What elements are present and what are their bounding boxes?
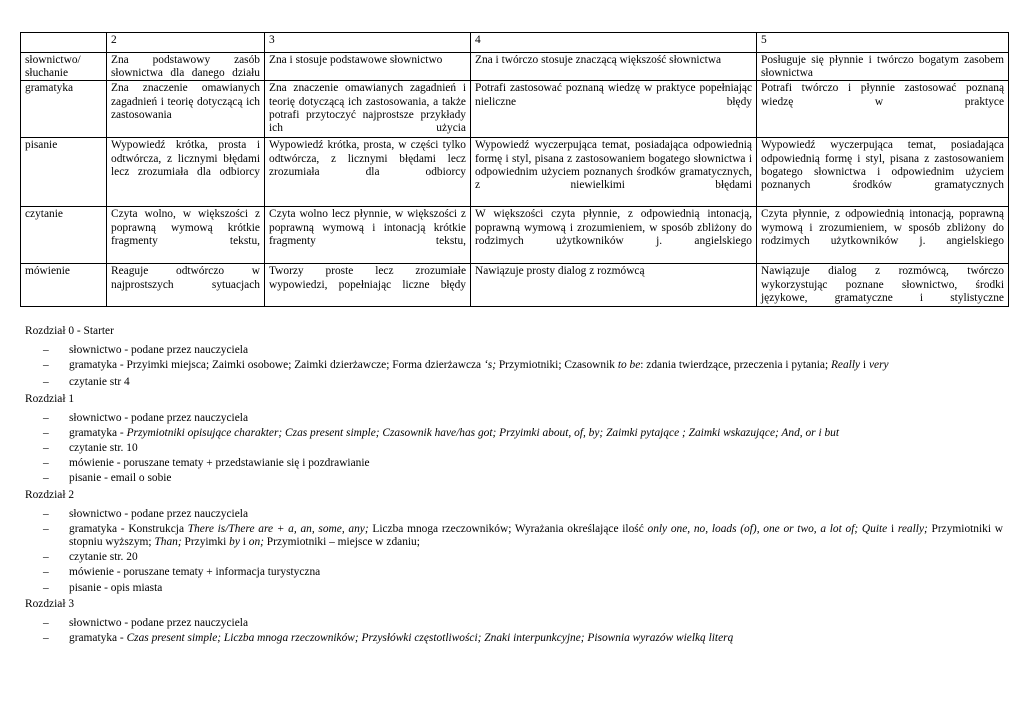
dash-bullet: –	[43, 457, 49, 470]
dash-bullet: –	[43, 411, 49, 424]
item-text-italic: very	[868, 359, 889, 372]
grade-cell: Zna znaczenie omawianych zagadnień i teorię dotyczącą ich zastosowania	[107, 81, 265, 138]
item-text-italic: There is/There are + a, an, some, any;	[187, 522, 369, 535]
grade-cell: Potrafi zastosować poznaną wiedzę w praktyce popełniając nieliczne błędy	[471, 81, 757, 138]
grade-cell: Reaguje odtwórczo w najprostszych sytuacjach	[107, 264, 265, 307]
item-text-italic: Than;	[154, 536, 182, 549]
dash-bullet: –	[43, 616, 49, 629]
item-text: Przymiotniki – miejsce w zdaniu;	[263, 536, 420, 549]
grade-cell: Wypowiedź krótka, prosta i odtwórcza, z licznymi błędami lecz zrozumiała dla odbiorcy	[107, 138, 265, 207]
item-text: gramatyka - Przyimki miejsca; Zaimki osobowe; Zaimki dzierżawcze; Forma dzierżawcza	[69, 359, 484, 372]
list-item	[25, 344, 1003, 357]
dash-bullet: –	[43, 376, 49, 389]
grade-cell: Czyta wolno lecz płynnie, w większości z poprawną wymową i intonacją krótkie fragmenty tekstu,	[265, 207, 471, 264]
item-text: Przymiotniki; Czasownik	[496, 359, 618, 372]
chapter-title: Rozdział 1	[25, 392, 75, 405]
dash-bullet: –	[43, 522, 49, 535]
dash-bullet: –	[43, 442, 49, 455]
list-item	[25, 359, 1003, 372]
item-text: Przyimki	[181, 536, 230, 549]
item-text-italic: only one, no, loads (of), one or two, a lot of;	[647, 522, 859, 535]
item-text-italic: to be	[617, 359, 641, 372]
item-text-italic: Really	[830, 359, 861, 372]
skill-label: pisanie	[21, 138, 107, 207]
table-header-row	[21, 33, 1009, 53]
chapter-title: Rozdział 2	[25, 488, 75, 501]
header-cell	[21, 33, 107, 53]
list-item	[25, 427, 1003, 440]
grade-cell: Zna i stosuje podstawowe słownictwo	[265, 53, 471, 81]
list-item	[25, 617, 1003, 630]
skill-label: mówienie	[21, 264, 107, 307]
list-item	[25, 632, 1003, 645]
item-text: mówienie - poruszane tematy + przedstawianie się i pozdrawianie	[69, 457, 370, 470]
grade-cell: Wypowiedź wyczerpująca temat, posiadająca odpowiednią formę i styl, pisana z zastosowaniem bogatego słownictwa i odpowiednim użyciem poznanych środków gramatycznych	[757, 138, 1009, 207]
grade-cell: Nawiązuje prosty dialog z rozmówcą	[471, 264, 757, 307]
item-text: i	[887, 522, 898, 535]
list-item	[25, 457, 1003, 470]
dash-bullet: –	[43, 566, 49, 579]
grade-cell: Zna znaczenie omawianych zagadnień i teorię dotyczącą ich zastosowania, a także potrafi przytoczyć najprostsze przykłady ich użycia	[265, 81, 471, 138]
item-text: i	[860, 359, 869, 372]
dash-bullet: –	[43, 344, 49, 356]
item-text: czytanie str. 20	[69, 551, 138, 564]
list-item	[25, 376, 1003, 389]
header-cell: 3	[265, 33, 471, 53]
dash-bullet: –	[43, 551, 49, 564]
item-text: czytanie str 4	[69, 376, 130, 389]
item-text-italic: by	[229, 536, 240, 549]
skill-label: czytanie	[21, 207, 107, 264]
item-text: pisanie - opis miasta	[69, 581, 163, 594]
table-row	[21, 264, 1009, 307]
grade-cell: Posługuje się płynnie i twórczo bogatym zasobem słownictwa	[757, 53, 1009, 81]
item-text: gramatyka -	[69, 426, 127, 439]
item-text: pisanie - email o sobie	[69, 472, 172, 485]
dash-bullet: –	[43, 632, 49, 645]
list-item	[25, 508, 1003, 521]
header-cell: 5	[757, 33, 1009, 53]
list-item	[25, 566, 1003, 579]
dash-bullet: –	[43, 359, 49, 372]
table-row	[21, 138, 1009, 207]
item-text-italic: Quite	[861, 522, 888, 535]
grade-cell: Czyta płynnie, z odpowiednią intonacją, poprawną wymową i zrozumieniem, w sposób zbliżony do rodzimych użytkowników j. angielskiego	[757, 207, 1009, 264]
table-row	[21, 81, 1009, 138]
item-text: mówienie - poruszane tematy + informacja turystyczna	[69, 566, 321, 579]
chapter-title: Rozdział 3	[25, 597, 75, 610]
table-row	[21, 207, 1009, 264]
skill-label: słownictwo/ słuchanie	[21, 53, 107, 81]
dash-bullet: –	[43, 581, 49, 594]
chapter-title: Rozdział 0 - Starter	[25, 325, 114, 337]
chapter-items	[25, 344, 1003, 390]
skill-label: gramatyka	[21, 81, 107, 138]
chapter-items	[25, 412, 1003, 486]
item-text: Przymiotniki w stopniu wyższym;	[69, 522, 1003, 549]
grade-cell: Potrafi twórczo i płynnie zastosować poznaną wiedzę w praktyce	[757, 81, 1009, 138]
grading-table	[20, 32, 1009, 307]
list-item	[25, 412, 1003, 425]
chapter-items	[25, 508, 1003, 595]
dash-bullet: –	[43, 507, 49, 520]
item-text-italic: on;	[248, 536, 264, 549]
list-item	[25, 472, 1003, 485]
table-row	[21, 53, 1009, 81]
chapters-list	[25, 324, 1003, 647]
grade-cell: Wypowiedź krótka, prosta, w części tylko odtwórcza, z licznymi błędami lecz zrozumiała dla odbiorcy	[265, 138, 471, 207]
grade-cell: Czyta wolno, w większości z poprawną wymową krótkie fragmenty tekstu,	[107, 207, 265, 264]
item-text-italic: Przymiotniki opisujące charakter; Czas present simple; Czasownik have/has got; Przyimki about, of, by; Zaimki pytające ; Zaimki wskazujące; And, or i but	[126, 426, 840, 439]
item-text-italic: ‘s;	[483, 359, 496, 372]
item-text: gramatyka - Konstrukcja	[69, 522, 188, 535]
grade-cell: Zna i twórczo stosuje znaczącą większość słownictwa	[471, 53, 757, 81]
list-item	[25, 551, 1003, 564]
grade-cell: Zna podstawowy zasób słownictwa dla danego działu	[107, 53, 265, 81]
header-cell: 2	[107, 33, 265, 53]
item-text: czytanie str. 10	[69, 442, 138, 455]
item-text: gramatyka -	[69, 632, 127, 645]
dash-bullet: –	[43, 426, 49, 439]
item-text: i	[239, 536, 249, 549]
list-item	[25, 582, 1003, 595]
grade-cell: Tworzy proste lecz zrozumiałe wypowiedzi, popełniając liczne błędy	[265, 264, 471, 307]
item-text: słownictwo - podane przez nauczyciela	[69, 507, 249, 520]
dash-bullet: –	[43, 472, 49, 485]
item-text-italic: Czas present simple; Liczba mnoga rzeczowników; Przysłówki częstotliwości; Znaki interpunkcyjne; Pisownia wyrazów wielką literą	[126, 632, 734, 645]
grade-cell: Wypowiedź wyczerpująca temat, posiadająca odpowiednią formę i styl, pisana z zastosowaniem bogatego słownictwa i odpowiednim użyciem poznanych środków gramatycznych, z niewielkimi błędami	[471, 138, 757, 207]
list-item	[25, 442, 1003, 455]
header-cell: 4	[471, 33, 757, 53]
grade-cell: W większości czyta płynnie, z odpowiednią intonacją, poprawną wymową i zrozumieniem, w sposób zbliżony do rodzimych użytkowników j. angielskiego	[471, 207, 757, 264]
item-text: słownictwo - podane przez nauczyciela	[69, 616, 249, 629]
item-text: : zdania twierdzące, przeczenia i pytania;	[640, 359, 831, 372]
item-text: słownictwo - podane przez nauczyciela	[69, 411, 249, 424]
list-item	[25, 523, 1003, 549]
grade-cell: Nawiązuje dialog z rozmówcą, twórczo wykorzystując poznane słownictwo, środki językowe, gramatyczne i stylistyczne	[757, 264, 1009, 307]
item-text: słownictwo - podane przez nauczyciela	[69, 344, 249, 356]
item-text-italic: really;	[897, 522, 928, 535]
chapter-items	[25, 617, 1003, 645]
item-text: Liczba mnoga rzeczowników; Wyrażania określające ilość	[368, 522, 648, 535]
